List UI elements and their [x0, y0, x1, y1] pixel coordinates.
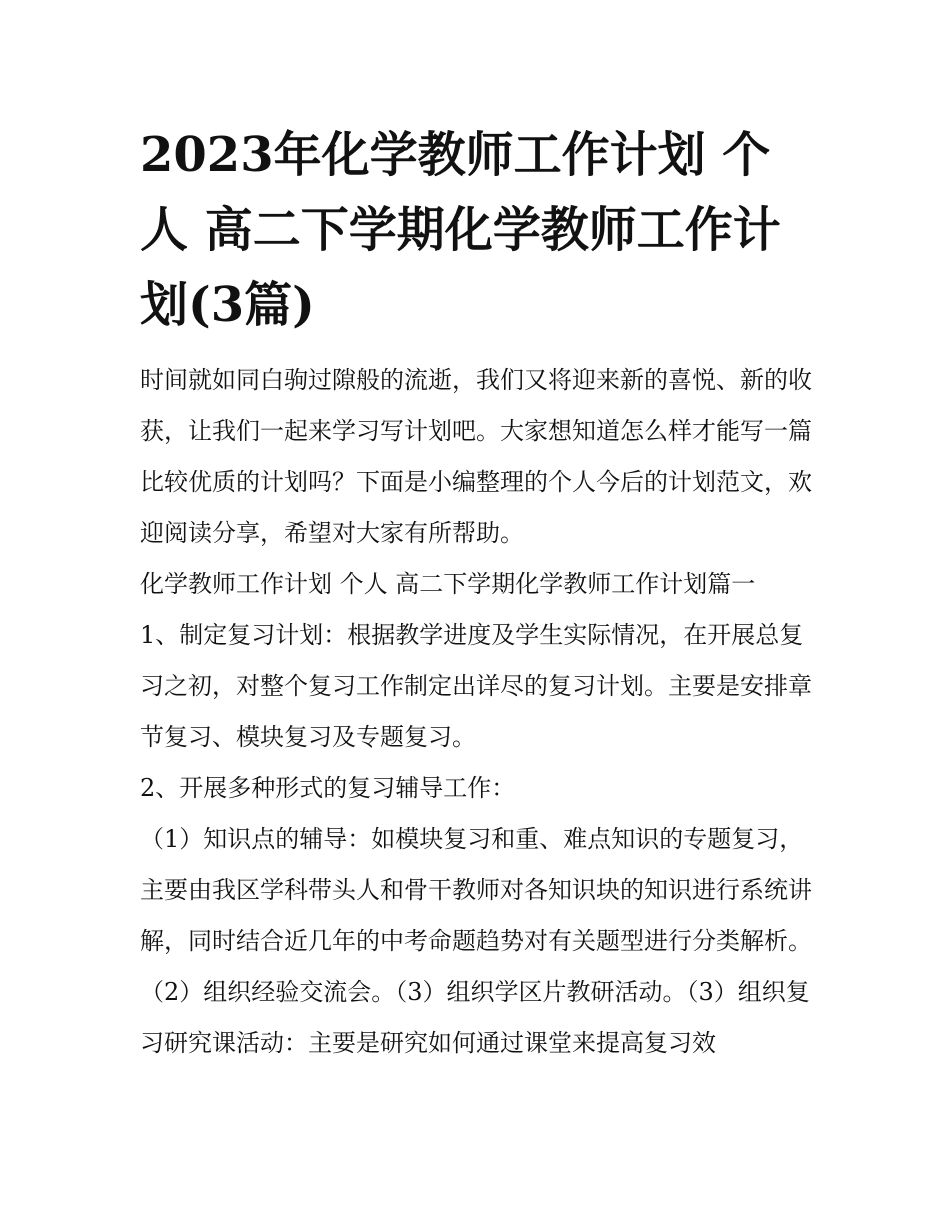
document-page [140, 118, 815, 1069]
document-title: 2023年化学教师工作计划 个人 高二下学期化学教师工作计划(3篇) [140, 127, 781, 333]
list-item: （2）组织经验交流会。（3）组织学区片教研活动。（3）组织复习研究课活动：主要是研究如何通过课堂来提高复习效 [140, 978, 810, 1057]
list-item: （1）知识点的辅导：如模块复习和重、难点知识的专题复习，主要由我区学科带头人和骨干教师对各知识块的知识进行系统讲解，同时结合近几年的中考命题趋势对有关题型进行分类解析。 [140, 825, 812, 955]
list-item: 1、制定复习计划：根据教学进度及学生实际情况，在开展总复习之初，对整个复习工作制定出详尽的复习计划。主要是安排章节复习、模块复习及专题复习。 [140, 621, 812, 751]
intro-paragraph: 时间就如同白驹过隙般的流逝，我们又将迎来新的喜悦、新的收获，让我们一起来学习写计划吧。大家想知道怎么样才能写一篇比较优质的计划吗？下面是小编整理的个人今后的计划范文，欢迎阅读分享，希望对大家有所帮助。 [140, 366, 812, 547]
document-body [140, 355, 815, 1069]
section-heading: 化学教师工作计划 个人 高二下学期化学教师工作计划篇一 [140, 570, 756, 598]
list-item: 2、开展多种形式的复习辅导工作： [140, 774, 516, 802]
